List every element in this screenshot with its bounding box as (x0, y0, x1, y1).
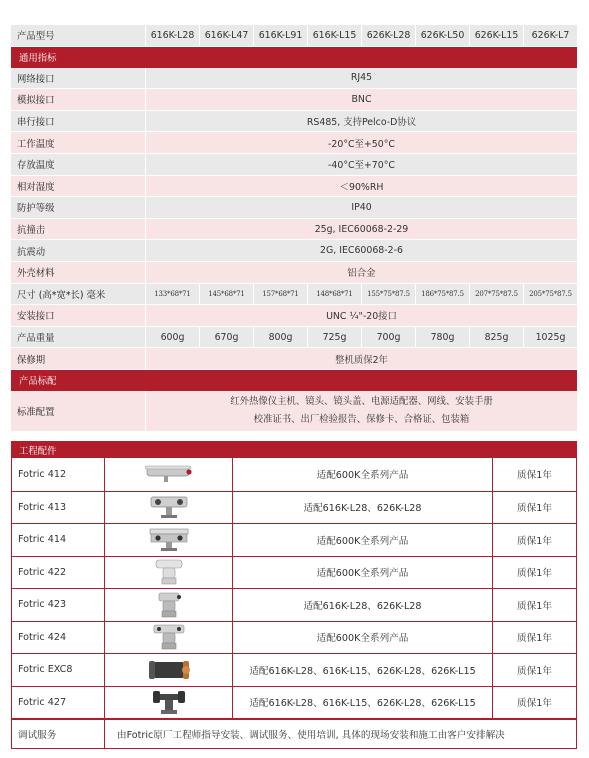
rotating-base-camera-icon (151, 688, 187, 716)
parts-table (11, 441, 577, 749)
model-header-row (11, 25, 577, 47)
spec-row (11, 132, 577, 154)
part-row (12, 458, 576, 491)
weight-value: 600g (145, 327, 199, 348)
spec-label: 存放温度 (17, 160, 55, 172)
part-name: Fotric 423 (18, 599, 67, 611)
part-row (12, 588, 576, 621)
spec-value: 2G, IEC60068-2-6 (145, 240, 577, 261)
part-name: Fotric 412 (18, 468, 67, 480)
part-warranty: 质保1年 (492, 589, 576, 621)
size-value: 155*75*87.5 (361, 284, 415, 305)
weight-value: 780g (415, 327, 469, 348)
part-row (12, 653, 576, 686)
spec-label: 串行接口 (17, 117, 55, 129)
part-row (12, 686, 576, 719)
spec-value: -40°C至+70°C (145, 154, 577, 175)
spec-value: ＜90%RH (145, 176, 577, 197)
dual-camera-icon (149, 494, 189, 520)
part-warranty: 质保1年 (492, 492, 576, 524)
standard-config-line: 校准证书、出厂检验报告、保修卡、合格证、包装箱 (253, 413, 470, 425)
model-name: 616K-L91 (253, 25, 307, 46)
spec-row (11, 68, 577, 90)
service-label: 调试服务 (18, 730, 57, 741)
part-name: Fotric 413 (18, 501, 67, 513)
explosion-proof-housing-icon (147, 658, 191, 682)
spec-value: IP40 (145, 197, 577, 218)
part-warranty: 质保1年 (492, 557, 576, 589)
ptz-dual-camera-icon (151, 623, 187, 651)
part-name: Fotric EXC8 (18, 664, 73, 676)
part-desc: 适配616K-L28、616K-L15、626K-L28、626K-L15 (232, 654, 492, 686)
ptz-camera-icon (153, 591, 185, 619)
spec-value: RS485, 支持Pelco-D协议 (145, 111, 577, 132)
spec-label: 外壳材料 (17, 268, 55, 280)
weight-label: 产品重量 (17, 333, 55, 345)
part-warranty: 质保1年 (492, 654, 576, 686)
mount-row (11, 305, 577, 327)
warranty-row (11, 348, 577, 370)
model-name: 616K-L15 (307, 25, 361, 46)
weight-value: 1025g (523, 327, 577, 348)
weight-value: 800g (253, 327, 307, 348)
mount-value: UNC ¼"-20接口 (145, 305, 577, 326)
service-value: 由Fotric原厂工程师指导安装、调试服务、使用培训, 具体的现场安装和施工由客户安排解决 (104, 720, 576, 748)
size-value: 133*68*71 (145, 284, 199, 305)
model-header-label: 产品型号 (17, 31, 55, 43)
part-name: Fotric 424 (18, 631, 67, 643)
dual-camera-icon (148, 527, 190, 553)
spec-label: 网络接口 (17, 73, 55, 85)
model-name: 616K-L28 (145, 25, 199, 46)
section-parts-header: 工程配件 (11, 441, 577, 458)
size-value: 186*75*87.5 (415, 284, 469, 305)
standard-config-line: 红外热像仪主机、镜头、镜头盖、电源适配器、网线、安装手册 (230, 395, 493, 407)
warranty-value: 整机质保2年 (145, 348, 577, 369)
model-name: 626K-L7 (523, 25, 577, 46)
model-name: 626K-L28 (361, 25, 415, 46)
weight-value: 670g (199, 327, 253, 348)
part-desc: 适配600K全系列产品 (232, 557, 492, 589)
part-row (12, 556, 576, 589)
weight-value: 825g (469, 327, 523, 348)
spec-value: 铝合金 (145, 262, 577, 283)
spec-label: 抗撞击 (17, 225, 46, 237)
size-value: 157*68*71 (253, 284, 307, 305)
standard-config-row (11, 391, 577, 432)
part-warranty: 质保1年 (492, 622, 576, 654)
spec-value: RJ45 (145, 68, 577, 89)
spec-label: 工作温度 (17, 138, 55, 150)
warranty-label: 保修期 (17, 354, 46, 366)
standard-config-label: 标准配置 (17, 406, 55, 418)
spec-label: 模拟接口 (17, 95, 55, 107)
part-name: Fotric 414 (18, 534, 67, 546)
weight-value: 725g (307, 327, 361, 348)
spec-label: 抗震动 (17, 246, 46, 258)
spec-label: 防护等级 (17, 203, 55, 215)
spec-row (11, 176, 577, 198)
spec-value: BNC (145, 89, 577, 110)
spec-table (11, 25, 577, 432)
model-name: 616K-L47 (199, 25, 253, 46)
part-desc: 适配616K-L28、616K-L15、626K-L28、626K-L15 (232, 687, 492, 719)
ptz-camera-icon (152, 558, 186, 586)
part-row (12, 523, 576, 556)
part-desc: 适配600K全系列产品 (232, 458, 492, 491)
spec-row (11, 219, 577, 241)
part-name: Fotric 427 (18, 696, 67, 708)
part-warranty: 质保1年 (492, 687, 576, 719)
size-value: 145*68*71 (199, 284, 253, 305)
spec-row (11, 154, 577, 176)
part-row (12, 491, 576, 524)
section-config-header: 产品标配 (11, 370, 577, 391)
spec-value: -20°C至+50°C (145, 132, 577, 153)
part-warranty: 质保1年 (492, 458, 576, 491)
part-desc: 适配616K-L28、626K-L28 (232, 589, 492, 621)
size-row (11, 284, 577, 306)
spec-row (11, 111, 577, 133)
spec-label: 相对湿度 (17, 181, 55, 193)
spec-row (11, 240, 577, 262)
spec-value: 25g, IEC60068-2-29 (145, 219, 577, 240)
mount-label: 安装接口 (17, 311, 55, 323)
size-value: 207*75*87.5 (469, 284, 523, 305)
part-name: Fotric 422 (18, 566, 67, 578)
part-desc: 适配600K全系列产品 (232, 622, 492, 654)
part-row (12, 621, 576, 654)
part-desc: 适配600K全系列产品 (232, 524, 492, 556)
weight-value: 700g (361, 327, 415, 348)
size-label: 尺寸 (高*宽*长) 毫米 (17, 289, 106, 301)
size-value: 205*75*87.5 (523, 284, 577, 305)
size-value: 148*68*71 (307, 284, 361, 305)
part-desc: 适配616K-L28、626K-L28 (232, 492, 492, 524)
spec-row (11, 262, 577, 284)
model-name: 626K-L15 (469, 25, 523, 46)
spec-row (11, 197, 577, 219)
section-general-header: 通用指标 (11, 47, 577, 68)
housing-camera-icon (144, 463, 194, 485)
service-row (11, 719, 577, 749)
spec-row (11, 89, 577, 111)
model-name: 626K-L50 (415, 25, 469, 46)
weight-row (11, 327, 577, 349)
part-warranty: 质保1年 (492, 524, 576, 556)
